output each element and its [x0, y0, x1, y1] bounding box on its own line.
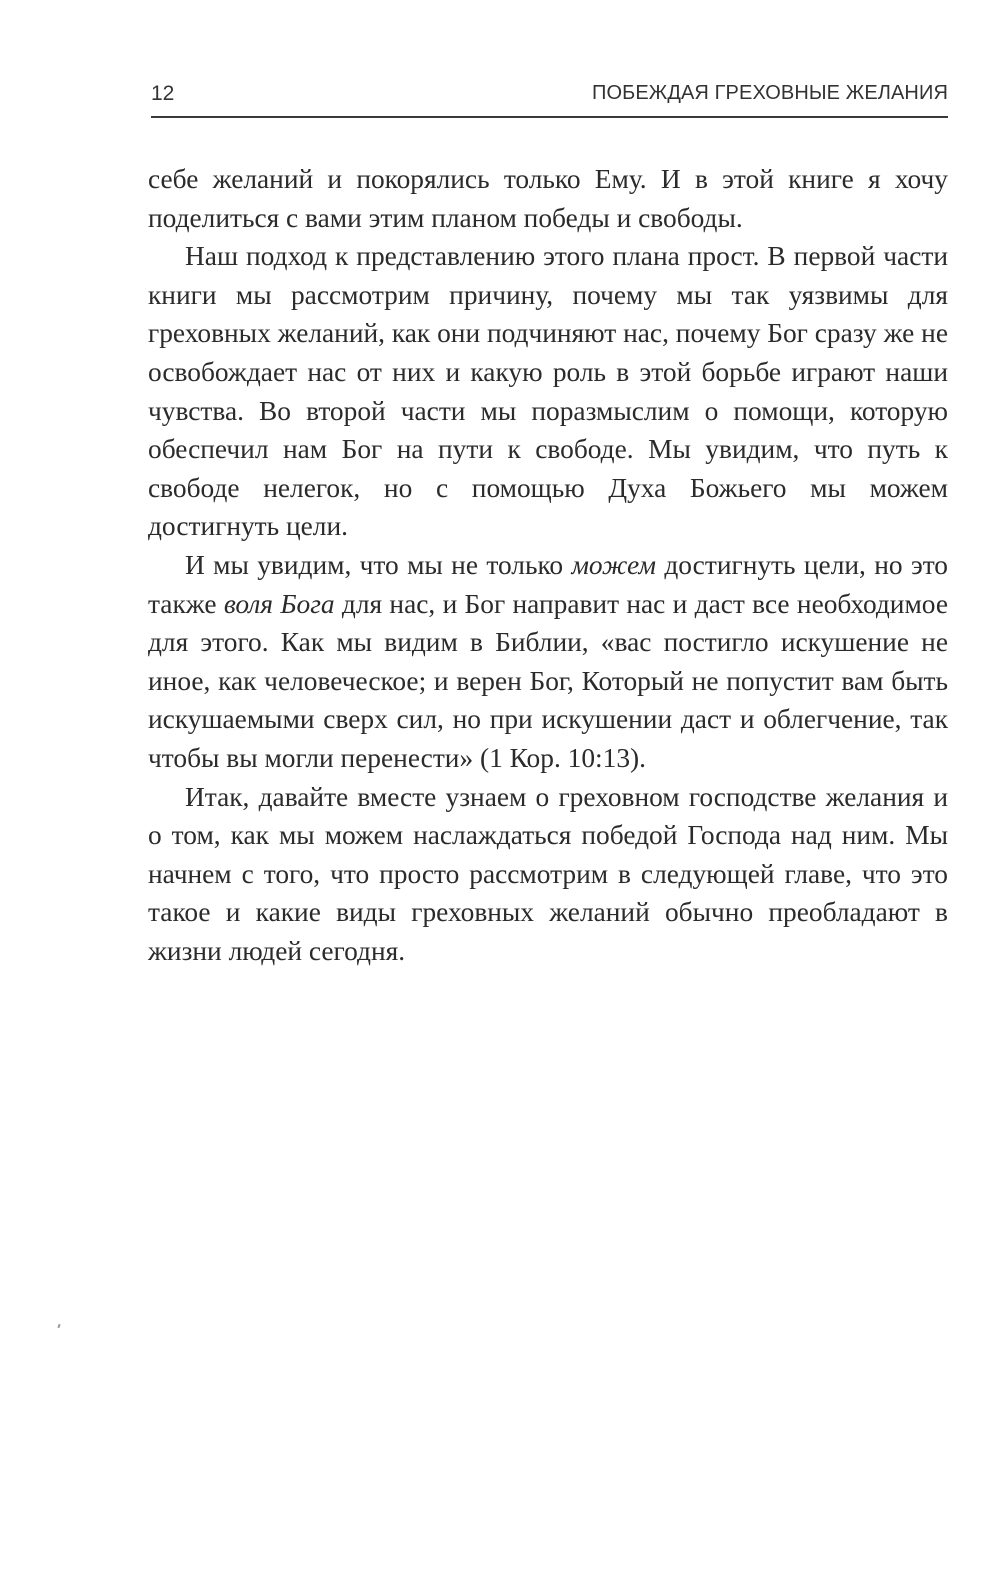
paragraph-4: Итак, давайте вместе узнаем о греховном господстве желания и о том, как мы можем наслаждаться победой Господа над ним. Мы начнем с того, что просто рассмотрим в следующей главе, что это такое и какие виды греховных желаний обычно преобладают в жизни людей сегодня.: [148, 781, 948, 966]
paragraph-3-text-c: для нас, и Бог направит нас и даст все необходимое для этого. Как мы видим в Библии, «вас постигло искушение не иное, как человеческое; и верен Бог, Который не попустит вам быть искушаемыми сверх сил, но при искушении даст и облегчение, так чтобы вы могли перенести» (1 Кор. 10:13).: [148, 588, 948, 773]
running-title: ПОБЕЖДАЯ ГРЕХОВНЫЕ ЖЕЛАНИЯ: [591, 82, 948, 104]
paragraph-2: Наш подход к представлению этого плана прост. В первой части книги мы рассмотрим причину, почему мы так уязвимы для греховных желаний, как они подчиняют нас, почему Бог сразу же не освобождает нас от них и какую роль в этой борьбе играют наши чувства. Во второй части мы поразмыслим о помощи, которую обеспечил нам Бог на пути к свободе. Мы увидим, что путь к свободе нелегок, но с помощью Духа Божьего мы можем достигнуть цели.: [148, 241, 948, 542]
body-text: [148, 160, 948, 970]
emphasis-text: можем: [571, 549, 657, 580]
scan-speck: [57, 1324, 60, 1328]
paragraph-3: [148, 546, 948, 778]
paragraph-1: себе желаний и покорялись только Ему. И в этой книге я хочу поделиться с вами этим планом победы и свободы.: [148, 164, 948, 233]
emphasis-text: воля Бога: [223, 588, 335, 619]
paragraph-3-text-b: достигнуть цели, но это также: [148, 549, 948, 619]
page-number: 12: [151, 82, 175, 105]
page-header: [151, 80, 948, 118]
paragraph-3-text-a: И мы увидим, что мы не только: [185, 549, 572, 580]
